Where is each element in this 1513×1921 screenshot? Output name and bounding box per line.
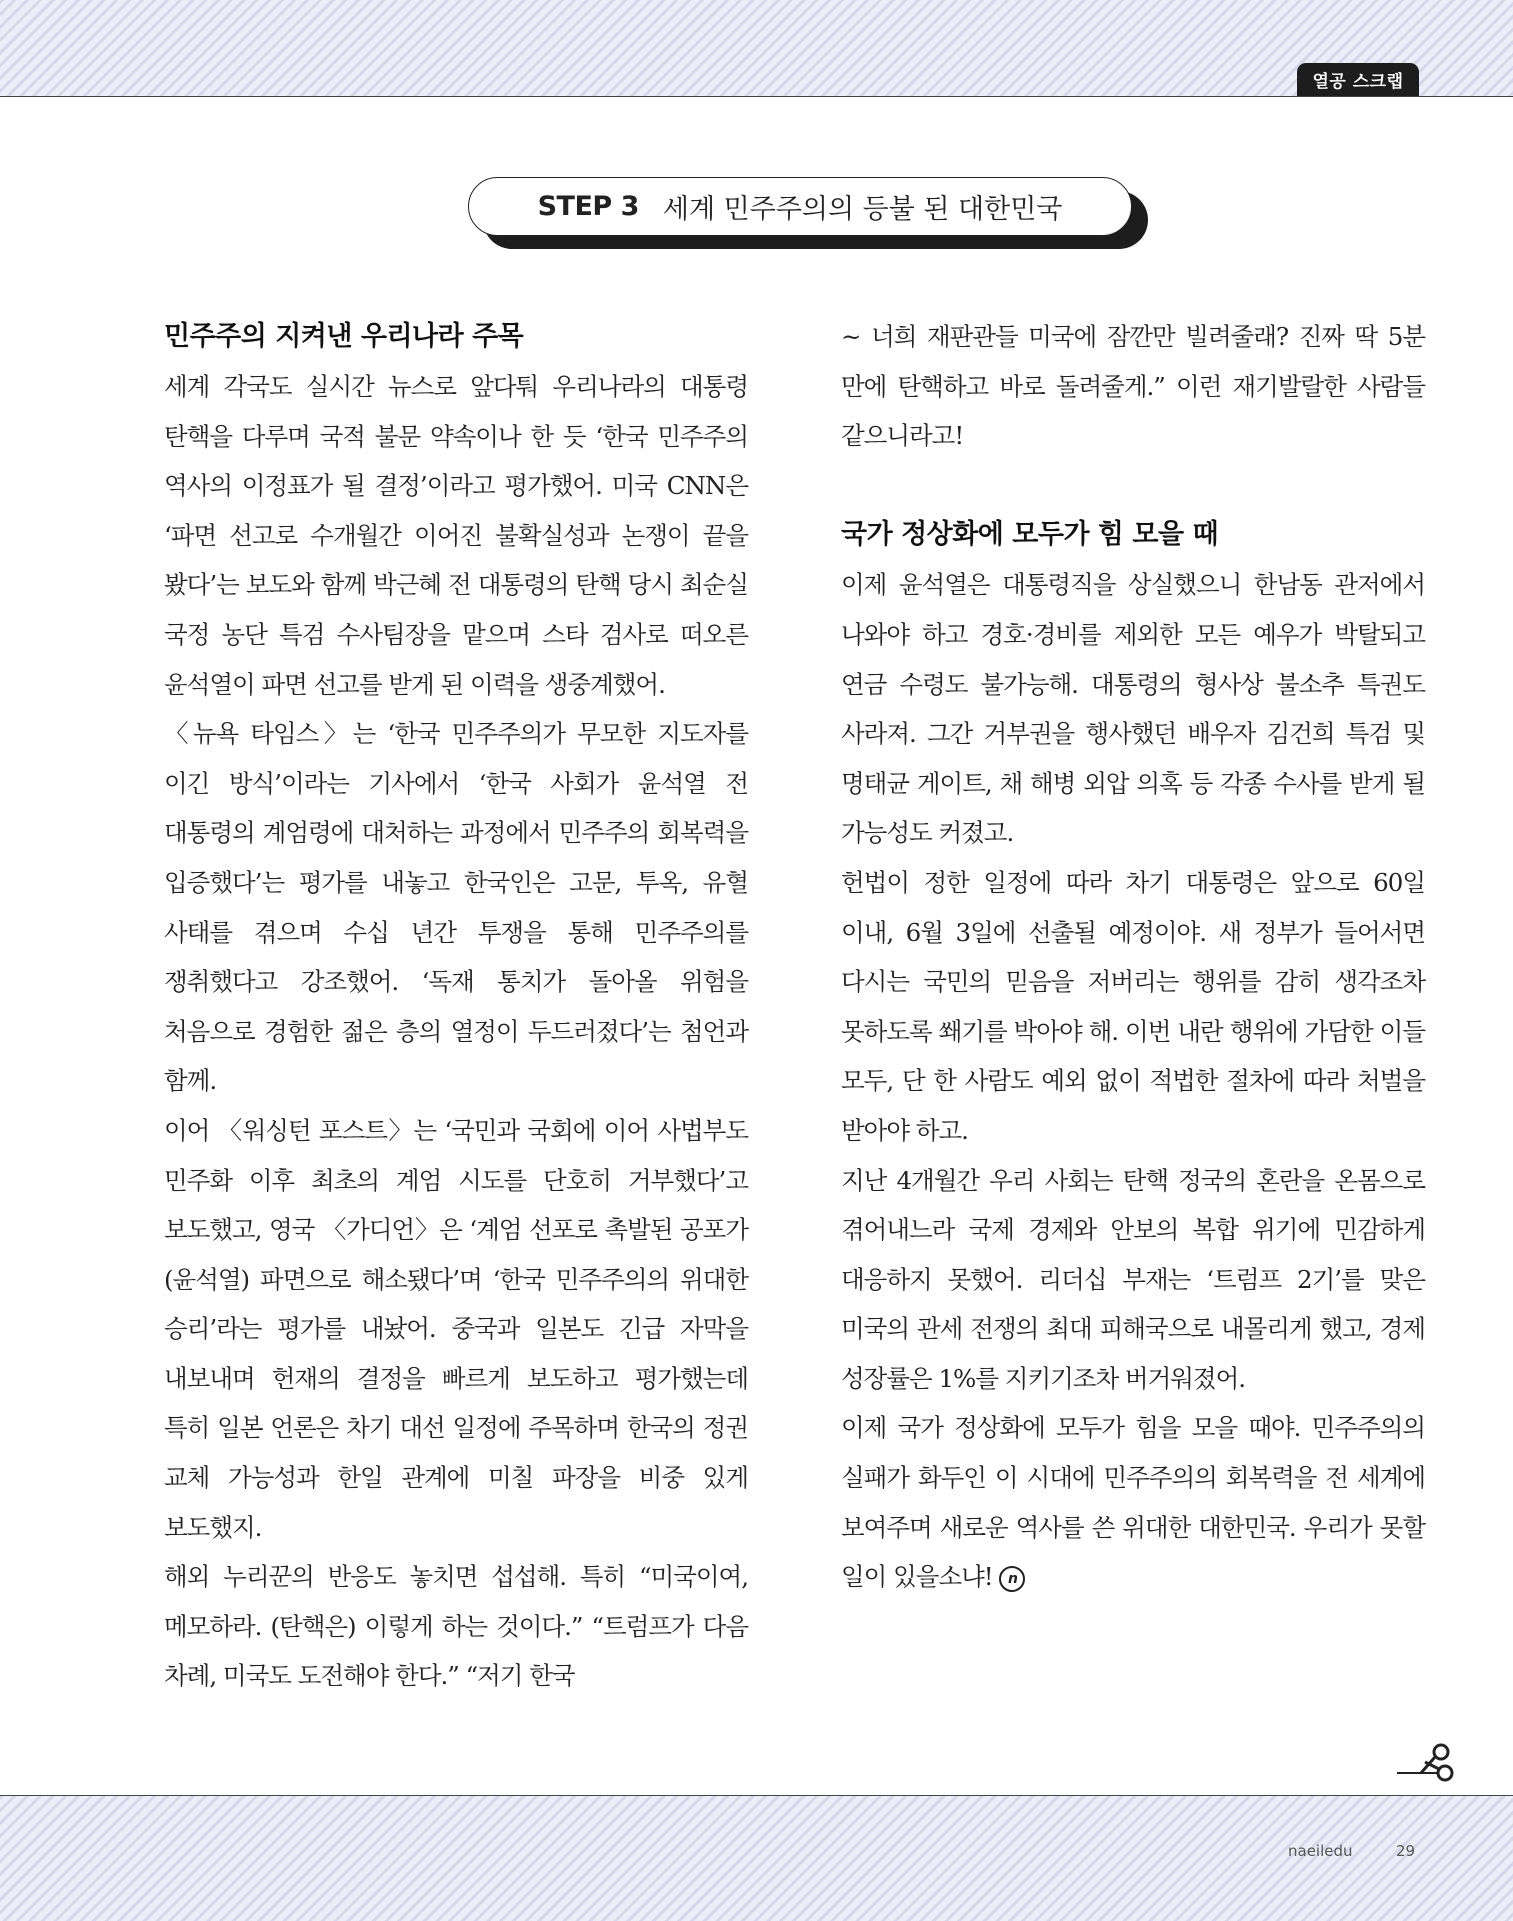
right-paragraph-2: 헌법이 정한 일정에 따라 차기 대통령은 앞으로 60일 이내, 6월 3일에 선출될 예정이야. 새 정부가 들어서면 다시는 국민의 믿음을 저버리는 행위를 감히 생각조차 못하도록 쐐기를 박아야 해. 이번 내란 행위에 가담한 이들 모두, 단 한 사람도 예외 없이 적법한 절차에 따라 처벌을 받아야 하고. — [841, 867, 1425, 1145]
right-intro-paragraph: ~ 너희 재판관들 미국에 잠깐만 빌려줄래? 진짜 딱 5분 만에 탄핵하고 바로 돌려줄게.” 이런 재기발랄한 사람들 같으니라고! — [841, 322, 1425, 451]
page-number: 29 — [1396, 1842, 1416, 1860]
paragraph-gap — [841, 461, 1425, 511]
right-paragraph-4-text: 이제 국가 정상화에 모두가 힘을 모을 때야. 민주주의의 실패가 화두인 이 시대에 민주주의의 회복력을 전 세계에 보여주며 새로운 역사를 쓴 위대한 대한민국. 우리가 못할 일이 있을소냐! — [841, 1413, 1425, 1592]
scissors-icon — [1395, 1740, 1455, 1786]
step-number: STEP 3 — [537, 191, 639, 222]
footer-site: naeiledu — [1288, 1842, 1353, 1860]
right-paragraph-3: 지난 4개월간 우리 사회는 탄핵 정국의 혼란을 온몸으로 겪어내느라 국제 경제와 안보의 복합 위기에 민감하게 대응하지 못했어. 리더십 부재는 ‘트럼프 2기’를 맞은 미국의 관세 전쟁의 최대 피해국으로 내몰리게 했고, 경제 성장률은 1%를 지키기조차 버거워졌어. — [841, 1165, 1425, 1393]
brand-end-icon: n — [999, 1566, 1025, 1592]
top-stripe-band — [0, 0, 1513, 97]
right-paragraph-4 — [841, 1403, 1425, 1601]
right-heading: 국가 정상화에 모두가 힘 모을 때 — [841, 519, 1219, 551]
left-paragraph-2: 〈뉴욕 타임스〉는 ‘한국 민주주의가 무모한 지도자를 이긴 방식’이라는 기사에서 ‘한국 사회가 윤석열 전 대통령의 계엄령에 대처하는 과정에서 민주주의 회복력을 입증했다’는 평가를 내놓고 한국인은 고문, 투옥, 유혈 사태를 겪으며 수십 년간 투쟁을 통해 민주주의를 쟁취했다고 강조했어. ‘독재 통치가 돌아올 위험을 처음으로 경험한 젊은 층의 열정이 두드러졌다’는 첨언과 함께. — [164, 719, 748, 1096]
step-title-box — [468, 177, 1132, 236]
section-badge: 열공 스크랩 — [1297, 63, 1419, 96]
left-heading: 민주주의 지켜낸 우리나라 주목 — [164, 321, 524, 352]
left-paragraph-1: 세계 각국도 실시간 뉴스로 앞다퉈 우리나라의 대통령 탄핵을 다루며 국적 불문 약속이나 한 듯 ‘한국 민주주의 역사의 이정표가 될 결정’이라고 평가했어. 미국 CNN은 ‘파면 선고로 수개월간 이어진 불확실성과 논쟁이 끝을 봤다’는 보도와 함께 박근혜 전 대통령의 탄핵 당시 최순실 국정 농단 특검 수사팀장을 맡으며 스타 검사로 떠오른 윤석열이 파면 선고를 받게 된 이력을 생중계했어. — [164, 372, 748, 699]
right-column — [841, 312, 1425, 1602]
left-paragraph-4: 해외 누리꾼의 반응도 놓치면 섭섭해. 특히 “미국이여, 메모하라. (탄핵은) 이렇게 하는 것이다.” “트럼프가 다음 차례, 미국도 도전해야 한다.” “저기 한국 — [164, 1562, 748, 1691]
right-paragraph-1: 이제 윤석열은 대통령직을 상실했으니 한남동 관저에서 나와야 하고 경호·경비를 제외한 모든 예우가 박탈되고 연금 수령도 불가능해. 대통령의 형사상 불소추 특권도 사라져. 그간 거부권을 행사했던 배우자 김건희 특검 및 명태균 게이트, 채 해병 외압 의혹 등 각종 수사를 받게 될 가능성도 커졌고. — [841, 570, 1425, 848]
step-title: 세계 민주주의의 등불 된 대한민국 — [662, 194, 1063, 225]
bottom-stripe-band — [0, 1795, 1513, 1921]
left-column — [164, 312, 748, 1701]
left-paragraph-3: 이어 〈워싱턴 포스트〉는 ‘국민과 국회에 이어 사법부도 민주화 이후 최초의 계엄 시도를 단호히 거부했다’고 보도했고, 영국 〈가디언〉은 ‘계엄 선포로 촉발된 공포가 (윤석열) 파면으로 해소됐다’며 ‘한국 민주주의의 위대한 승리’라는 평가를 내놨어. 중국과 일본도 긴급 자막을 내보내며 헌재의 결정을 빠르게 보도하고 평가했는데 특히 일본 언론은 차기 대선 일정에 주목하며 한국의 정권 교체 가능성과 한일 관계에 미칠 파장을 비중 있게 보도했지. — [164, 1115, 748, 1542]
